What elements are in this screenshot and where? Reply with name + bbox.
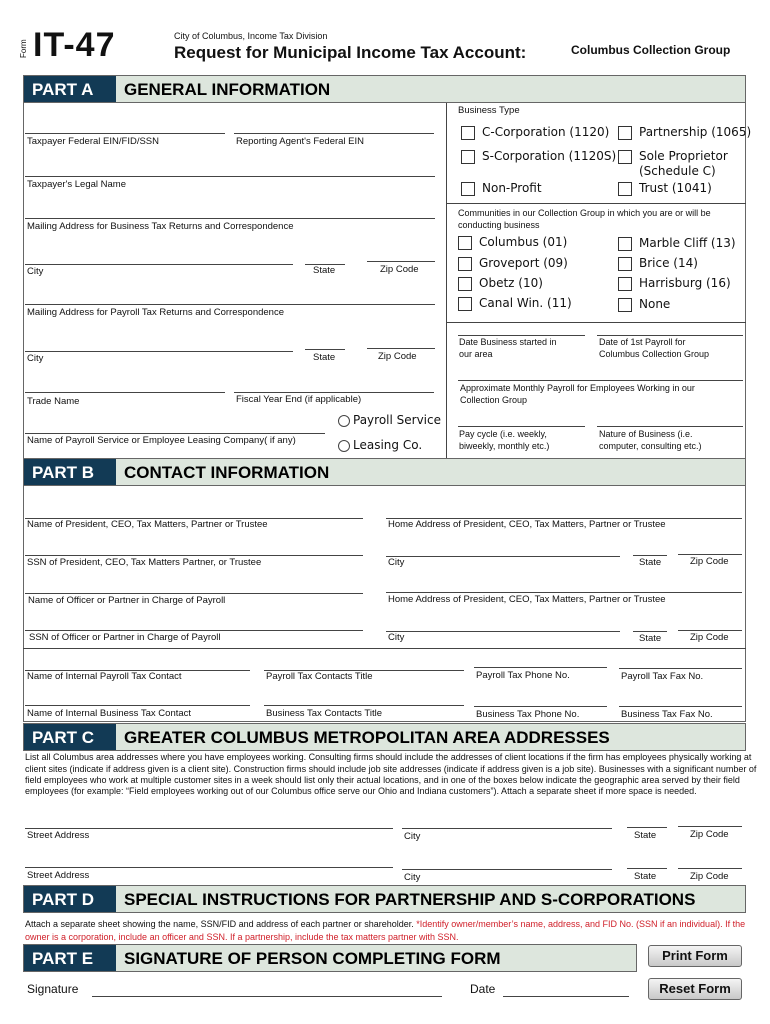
payroll-service-radio[interactable] <box>338 415 350 427</box>
business-title-line <box>264 705 464 706</box>
brice-label: Brice (14) <box>639 256 698 270</box>
part-e-title: SIGNATURE OF PERSON COMPLETING FORM <box>124 949 501 968</box>
sole-prop-label: Sole Proprietor <box>639 149 728 163</box>
nonprofit-checkbox[interactable] <box>461 182 475 196</box>
leasing-radio[interactable] <box>338 440 350 452</box>
first-payroll-label-1: Date of 1st Payroll for <box>599 337 686 347</box>
b-zip2-label: Zip Code <box>690 632 729 643</box>
harrisburg-label: Harrisburg (16) <box>639 276 731 290</box>
business-fax-label: Business Tax Fax No. <box>621 709 713 720</box>
officer-ssn-line <box>25 630 363 631</box>
agent-ein-line <box>234 133 434 134</box>
partnership-checkbox[interactable] <box>618 126 632 140</box>
c-state2-line <box>627 868 667 869</box>
print-form-button[interactable]: Print Form <box>648 945 742 967</box>
groveport-label: Groveport (09) <box>479 256 568 270</box>
part-a-frame <box>23 103 746 458</box>
zip2-label: Zip Code <box>378 351 417 362</box>
agency-name: City of Columbus, Income Tax Division <box>174 31 328 41</box>
marble-cliff-label: Marble Cliff (13) <box>639 236 736 250</box>
part-c-instructions-4: employees (for example: “Field employees working out of our Columbus office serve our Ohio and Indiana customers”). Attach a separate sheet if more space is needed. <box>25 786 697 796</box>
pay-cycle-line <box>458 426 585 427</box>
part-a-label: PART A <box>24 76 116 102</box>
c-street1-label: Street Address <box>27 830 90 841</box>
c-state1-label: State <box>634 830 657 841</box>
s-corp-label: S-Corporation (1120S) <box>482 149 617 163</box>
part-d-header <box>23 885 746 913</box>
nature-label-2: computer, consulting etc.) <box>599 441 702 451</box>
part-b-header <box>23 458 746 486</box>
part-d-instructions <box>25 918 747 944</box>
c-corp-label: C-Corporation (1120) <box>482 125 610 139</box>
part-c-label: PART C <box>24 724 116 750</box>
date-label: Date <box>470 982 496 996</box>
monthly-payroll-label-2: Collection Group <box>460 395 528 405</box>
business-phone-label: Business Tax Phone No. <box>476 709 580 720</box>
form-title: Request for Municipal Income Tax Account: <box>174 43 527 62</box>
c-zip2-label: Zip Code <box>690 871 729 882</box>
c-city2-label: City <box>404 872 421 883</box>
sole-prop-checkbox[interactable] <box>618 150 632 164</box>
signature-line[interactable] <box>92 996 442 997</box>
state2-line <box>305 349 345 350</box>
fiscal-year-label: Fiscal Year End (if applicable) <box>236 394 362 405</box>
groveport-checkbox[interactable] <box>458 257 472 271</box>
part-b-label: PART B <box>24 459 116 485</box>
marble-cliff-checkbox[interactable] <box>618 237 632 251</box>
president-ssn-line <box>25 555 363 556</box>
b-zip1-label: Zip Code <box>690 556 729 567</box>
c-city2-line <box>402 869 612 870</box>
leasing-option: Leasing Co. <box>353 438 423 452</box>
c-city1-label: City <box>404 831 421 842</box>
c-state1-line <box>627 827 667 828</box>
business-fax-line <box>619 706 742 707</box>
first-payroll-label-2: Columbus Collection Group <box>599 349 710 359</box>
legal-name-label: Taxpayer's Legal Name <box>27 179 126 190</box>
part-d-title: SPECIAL INSTRUCTIONS FOR PARTNERSHIP AND S-CORPORATIONS <box>124 890 696 909</box>
home-address-2-label: Home Address of President, CEO, Tax Matters, Partner or Trustee <box>388 594 666 605</box>
obetz-label: Obetz (10) <box>479 276 543 290</box>
legal-name-line <box>25 176 435 177</box>
payroll-service-option: Payroll Service <box>353 413 441 427</box>
b-city1-label: City <box>388 557 405 568</box>
city2-line <box>25 351 293 352</box>
zip1-line <box>367 261 435 262</box>
taxpayer-ein-line <box>25 133 225 134</box>
payroll-title-label: Payroll Tax Contacts Title <box>266 671 373 682</box>
b-state1-label: State <box>639 557 662 568</box>
taxpayer-ein-label: Taxpayer Federal EIN/FID/SSN <box>27 136 159 147</box>
business-type-label: Business Type <box>458 105 520 116</box>
none-label: None <box>639 297 671 311</box>
c-state2-label: State <box>634 871 657 882</box>
president-ssn-label: SSN of President, CEO, Tax Matters Partner, or Trustee <box>27 557 262 568</box>
mailing-business-line <box>25 218 435 219</box>
b-state2-line <box>633 631 667 632</box>
part-d-text-red-1: *Identify owner/member’s name, address, and FID No. (SSN <box>416 919 658 929</box>
none-checkbox[interactable] <box>618 298 632 312</box>
mailing-payroll-label: Mailing Address for Payroll Tax Returns and Correspondence <box>27 307 284 318</box>
zip1-label: Zip Code <box>380 264 419 275</box>
communities-bottom-line <box>446 322 746 323</box>
b-state1-line <box>633 555 667 556</box>
business-contact-line <box>25 705 250 706</box>
city1-label: City <box>27 266 44 277</box>
payroll-service-line <box>25 433 325 434</box>
pay-cycle-label-2: biweekly, monthly etc.) <box>459 441 550 451</box>
nature-line <box>597 426 743 427</box>
part-a-title: GENERAL INFORMATION <box>124 80 331 99</box>
trade-name-label: Trade Name <box>27 396 80 407</box>
c-street2-label: Street Address <box>27 870 90 881</box>
signature-label: Signature <box>27 982 79 996</box>
group-name: Columbus Collection Group <box>571 43 731 57</box>
b-state2-label: State <box>639 633 662 644</box>
part-d-label: PART D <box>24 886 116 912</box>
communities-heading-2: conducting business <box>458 220 540 230</box>
reset-form-button[interactable]: Reset Form <box>648 978 742 1000</box>
nature-label-1: Nature of Business (i.e. <box>599 429 693 439</box>
c-city1-line <box>402 828 612 829</box>
columbus-label: Columbus (01) <box>479 235 568 249</box>
home-address-2-line <box>386 592 742 593</box>
b-zip2-line <box>678 630 742 631</box>
first-payroll-line <box>597 335 743 336</box>
president-name-label: Name of President, CEO, Tax Matters, Partner or Trustee <box>27 519 268 530</box>
c-zip1-label: Zip Code <box>690 829 729 840</box>
city1-line <box>25 264 293 265</box>
c-zip2-line <box>678 868 742 869</box>
form-word: Form <box>19 39 28 58</box>
b-zip1-line <box>678 554 742 555</box>
part-e-label: PART E <box>24 945 116 971</box>
b-city1-line <box>386 556 620 557</box>
part-d-text-black: Attach a separate sheet showing the name, SSN/FID and address of each partner or shareholder. <box>25 919 417 929</box>
city2-label: City <box>27 353 44 364</box>
partnership-label: Partnership (1065) <box>639 125 752 139</box>
part-a-header <box>23 75 746 103</box>
communities-divider <box>446 203 746 204</box>
part-e-header <box>23 944 637 972</box>
trust-label: Trust (1041) <box>639 181 712 195</box>
payroll-fax-label: Payroll Tax Fax No. <box>621 671 704 682</box>
business-contact-label: Name of Internal Business Tax Contact <box>27 708 192 719</box>
part-d-text-red-2: if an individual). If the owner is a corporation, include an officer and SSN. If a partnership, include the tax matters partner with SSN. <box>25 919 746 942</box>
payroll-phone-label: Payroll Tax Phone No. <box>476 670 570 681</box>
form-number: IT-47 <box>33 26 116 64</box>
trust-checkbox[interactable] <box>618 182 632 196</box>
officer-name-label: Name of Officer or Partner in Charge of Payroll <box>28 595 226 606</box>
b-city2-line <box>386 631 620 632</box>
harrisburg-checkbox[interactable] <box>618 277 632 291</box>
agent-ein-label: Reporting Agent's Federal EIN <box>236 136 365 147</box>
state1-label: State <box>313 265 336 276</box>
payroll-contact-label: Name of Internal Payroll Tax Contact <box>27 671 182 682</box>
nonprofit-label: Non-Profit <box>482 181 542 195</box>
zip2-line <box>367 348 435 349</box>
part-c-title: GREATER COLUMBUS METROPOLITAN AREA ADDRESSES <box>124 728 610 747</box>
part-c-instructions-3: field employees who work at multiple customer sites in a week should list only their actual locations, and in one of the boxes below indicate the geographic area served by their field <box>25 775 740 785</box>
part-c-header <box>23 723 746 751</box>
date-started-label-2: our area <box>459 349 493 359</box>
mailing-business-label: Mailing Address for Business Tax Returns and Correspondence <box>27 221 294 232</box>
mailing-payroll-line <box>25 304 435 305</box>
business-title-label: Business Tax Contacts Title <box>266 708 382 719</box>
state2-label: State <box>313 352 336 363</box>
payroll-fax-line <box>619 668 742 669</box>
date-started-label-1: Date Business started in <box>459 337 557 347</box>
sole-prop-schedule: (Schedule C) <box>639 164 716 178</box>
monthly-payroll-line <box>458 380 743 381</box>
trade-name-line <box>25 392 225 393</box>
canal-win-label: Canal Win. (11) <box>479 296 572 310</box>
officer-ssn-label: SSN of Officer or Partner in Charge of Payroll <box>29 632 221 643</box>
communities-heading-1: Communities in our Collection Group in which you are or will be <box>458 208 711 218</box>
part-b-mid-line <box>23 648 746 649</box>
c-zip1-line <box>678 826 742 827</box>
pay-cycle-label-1: Pay cycle (i.e. weekly, <box>459 429 547 439</box>
date-started-line <box>458 335 585 336</box>
c-corp-checkbox[interactable] <box>461 126 475 140</box>
columbus-checkbox[interactable] <box>458 236 472 250</box>
s-corp-checkbox[interactable] <box>461 150 475 164</box>
monthly-payroll-label-1: Approximate Monthly Payroll for Employees Working in our <box>460 383 695 393</box>
c-street2-line <box>25 867 393 868</box>
part-b-title: CONTACT INFORMATION <box>124 463 330 482</box>
payroll-phone-line <box>474 667 607 668</box>
business-phone-line <box>474 706 607 707</box>
b-city2-label: City <box>388 632 405 643</box>
brice-checkbox[interactable] <box>618 257 632 271</box>
home-address-1-label: Home Address of President, CEO, Tax Matters, Partner or Trustee <box>388 519 666 530</box>
part-c-instructions-1: List all Columbus area addresses where you have employees working. Consulting firms should include the addresses of client locations if the firm has employees physically working at <box>25 752 752 762</box>
canal-win-checkbox[interactable] <box>458 297 472 311</box>
part-c-instructions-2: client sites (indicate if address given is a client site). Construction firms should include job site addresses (indicate if address given is a job site). Businesses with a significant number of <box>25 764 757 774</box>
fiscal-year-line <box>234 392 434 393</box>
payroll-service-name-label: Name of Payroll Service or Employee Leasing Company( if any) <box>27 435 296 446</box>
date-line[interactable] <box>503 996 629 997</box>
obetz-checkbox[interactable] <box>458 277 472 291</box>
part-a-divider <box>446 103 447 458</box>
c-street1-line <box>25 828 393 829</box>
officer-name-line <box>25 593 363 594</box>
